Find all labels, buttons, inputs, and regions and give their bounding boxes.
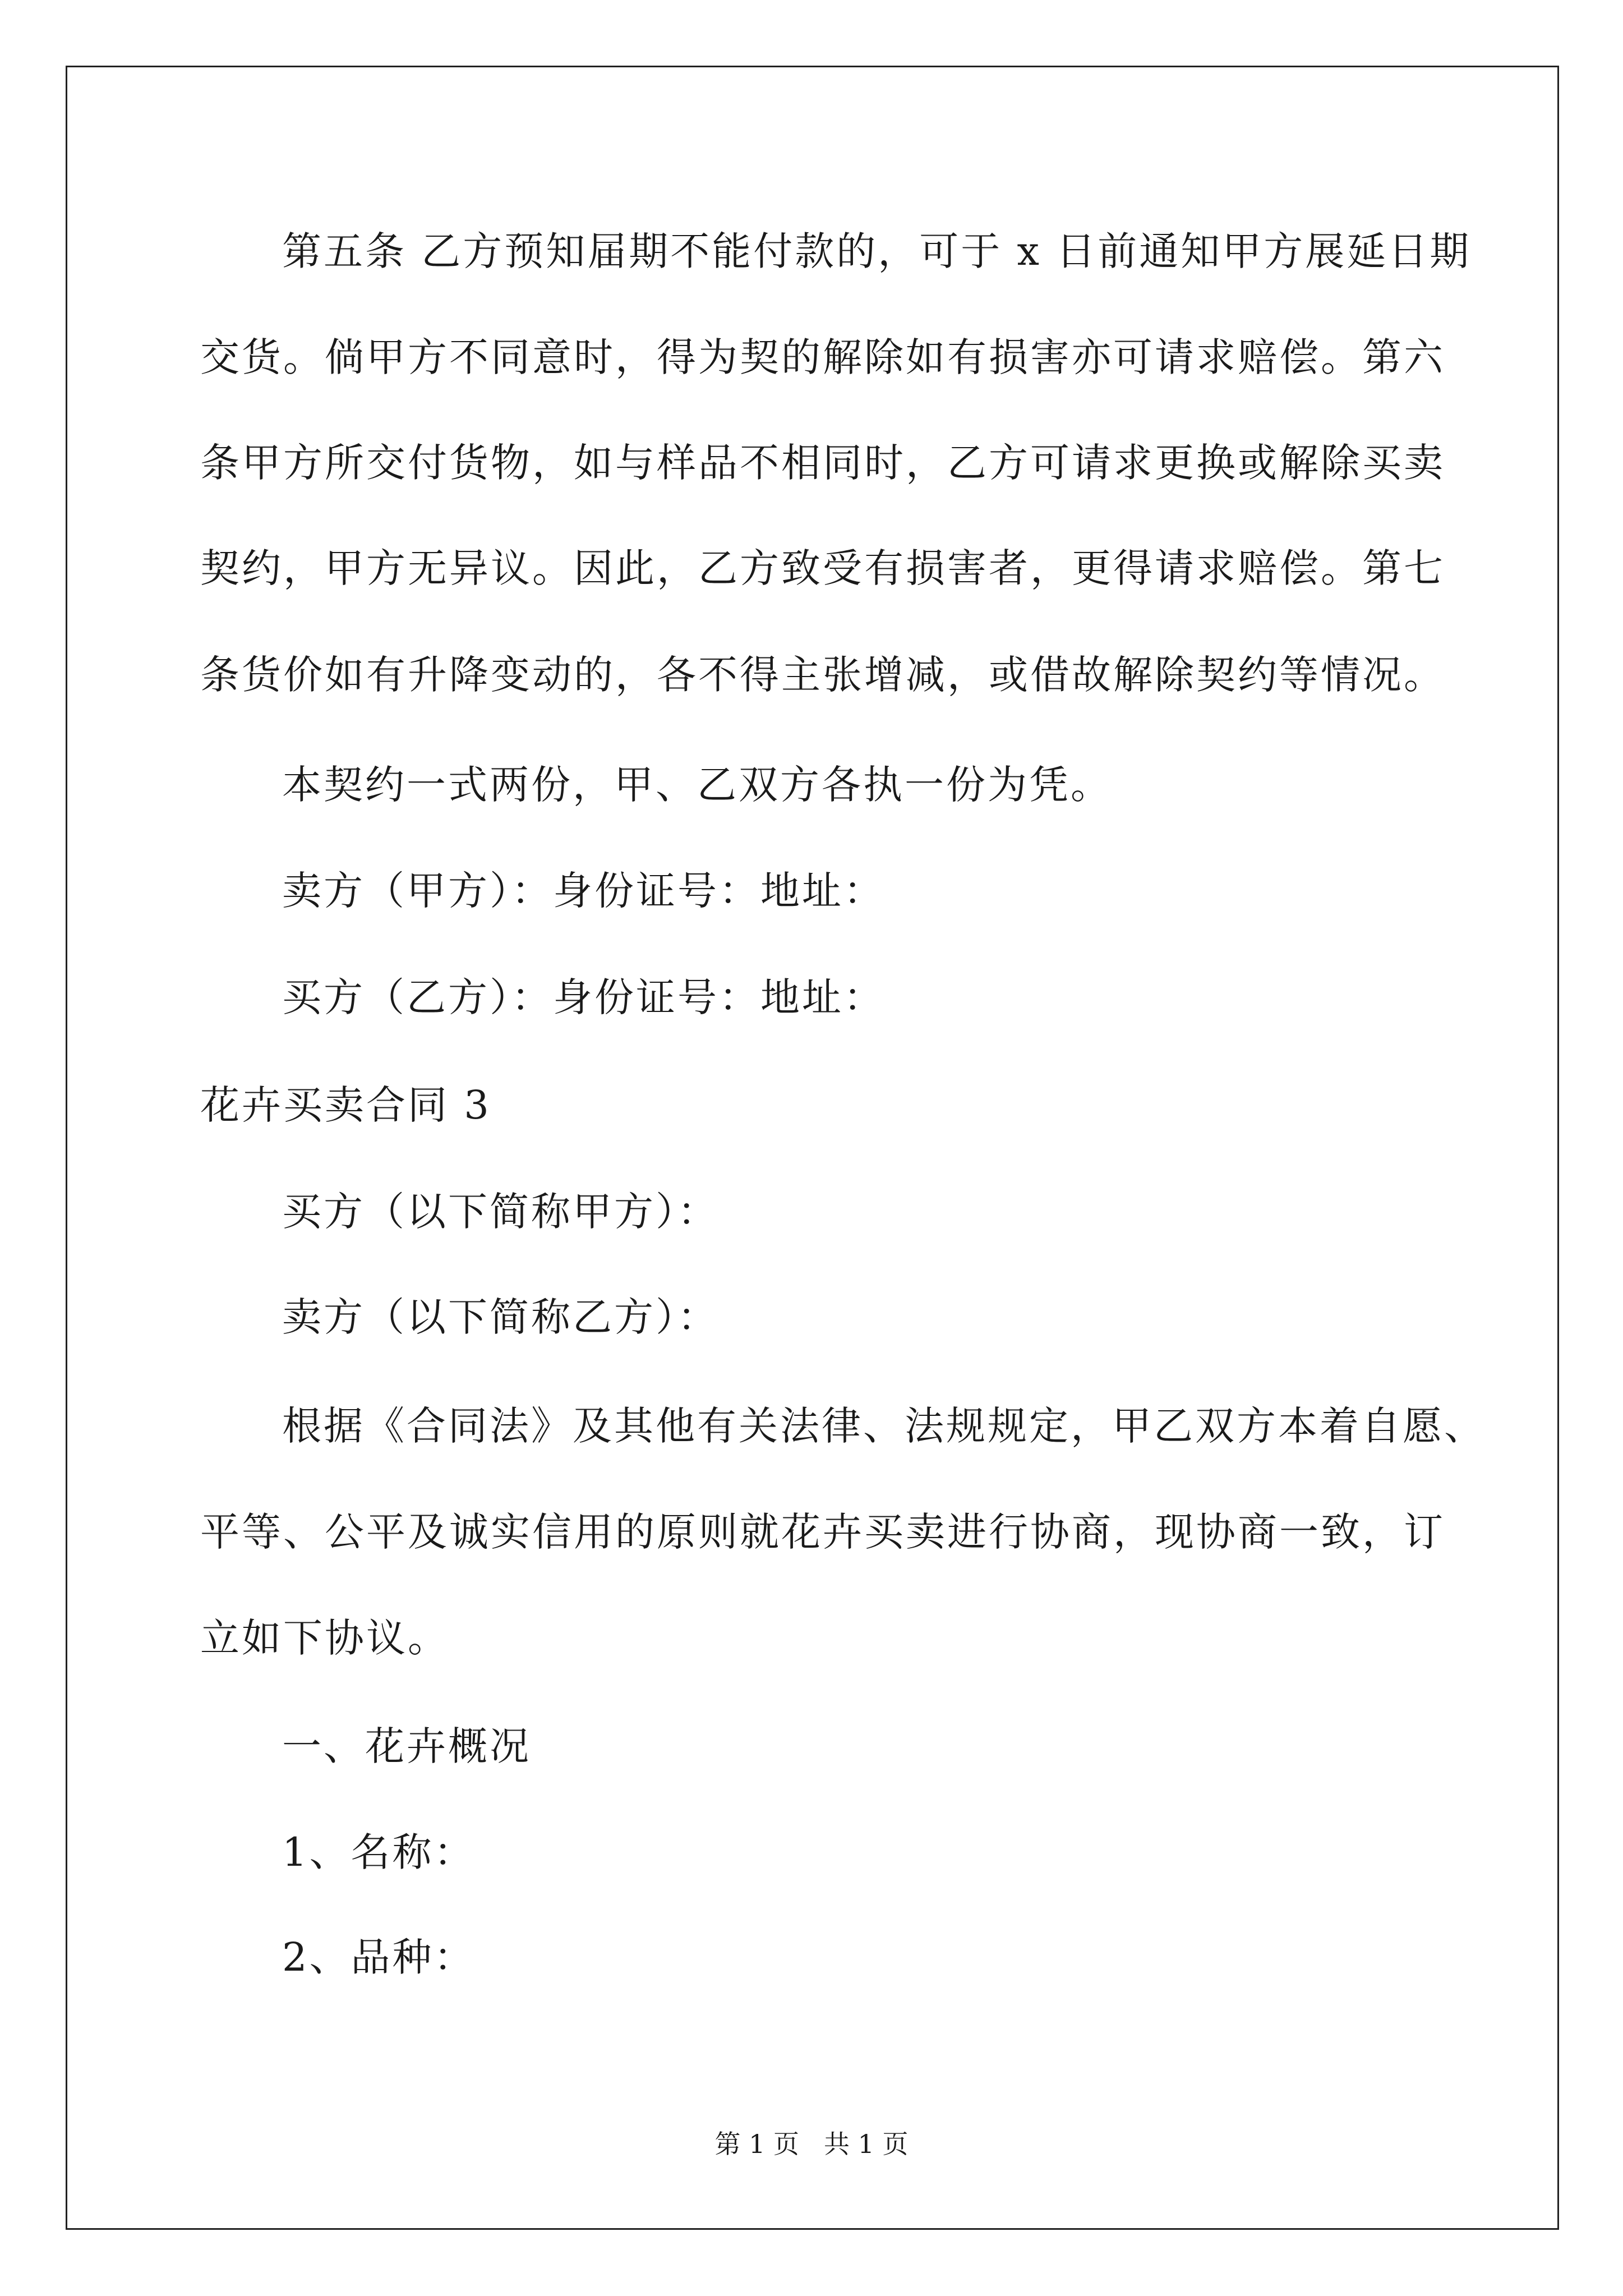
paragraph-line: 第五条 乙方预知届期不能付款的，可于 x 日前通知甲方展延日期	[282, 228, 1472, 274]
page-number: 第 1 页	[714, 2129, 799, 2159]
seller-line: 卖方（甲方）：身份证号：地址：	[282, 868, 885, 914]
section-title: 花卉买卖合同 3	[200, 1082, 491, 1128]
page-border	[66, 66, 1559, 2230]
paragraph-line: 条货价如有升降变动的，各不得主张增减，或借故解除契约等情况。	[200, 652, 1445, 698]
paragraph-line: 平等、公平及诚实信用的原则就花卉买卖进行协商，现协商一致，订	[200, 1509, 1445, 1555]
paragraph-line: 条甲方所交付货物，如与样品不相同时，乙方可请求更换或解除买卖	[200, 440, 1445, 486]
party-a-line: 买方（以下简称甲方）：	[282, 1189, 719, 1235]
paragraph-line: 根据《合同法》及其他有关法律、法规规定，甲乙双方本着自愿、	[282, 1403, 1486, 1449]
paragraph-line: 立如下协议。	[200, 1615, 449, 1661]
list-item: 2、品种：	[282, 1934, 476, 1980]
buyer-line: 买方（乙方）：身份证号：地址：	[282, 974, 885, 1020]
list-item: 1、名称：	[282, 1829, 476, 1875]
paragraph-line: 契约，甲方无异议。因此，乙方致受有损害者，更得请求赔偿。第七	[200, 545, 1445, 591]
page-footer	[0, 2127, 1623, 2161]
section-heading: 一、花卉概况	[282, 1723, 531, 1769]
party-b-line: 卖方（以下简称乙方）：	[282, 1294, 719, 1340]
paragraph-line: 交货。倘甲方不同意时，得为契的解除如有损害亦可请求赔偿。第六	[200, 334, 1445, 380]
page-total: 共 1 页	[824, 2129, 909, 2159]
paragraph-line: 本契约一式两份，甲、乙双方各执一份为凭。	[282, 762, 1112, 808]
